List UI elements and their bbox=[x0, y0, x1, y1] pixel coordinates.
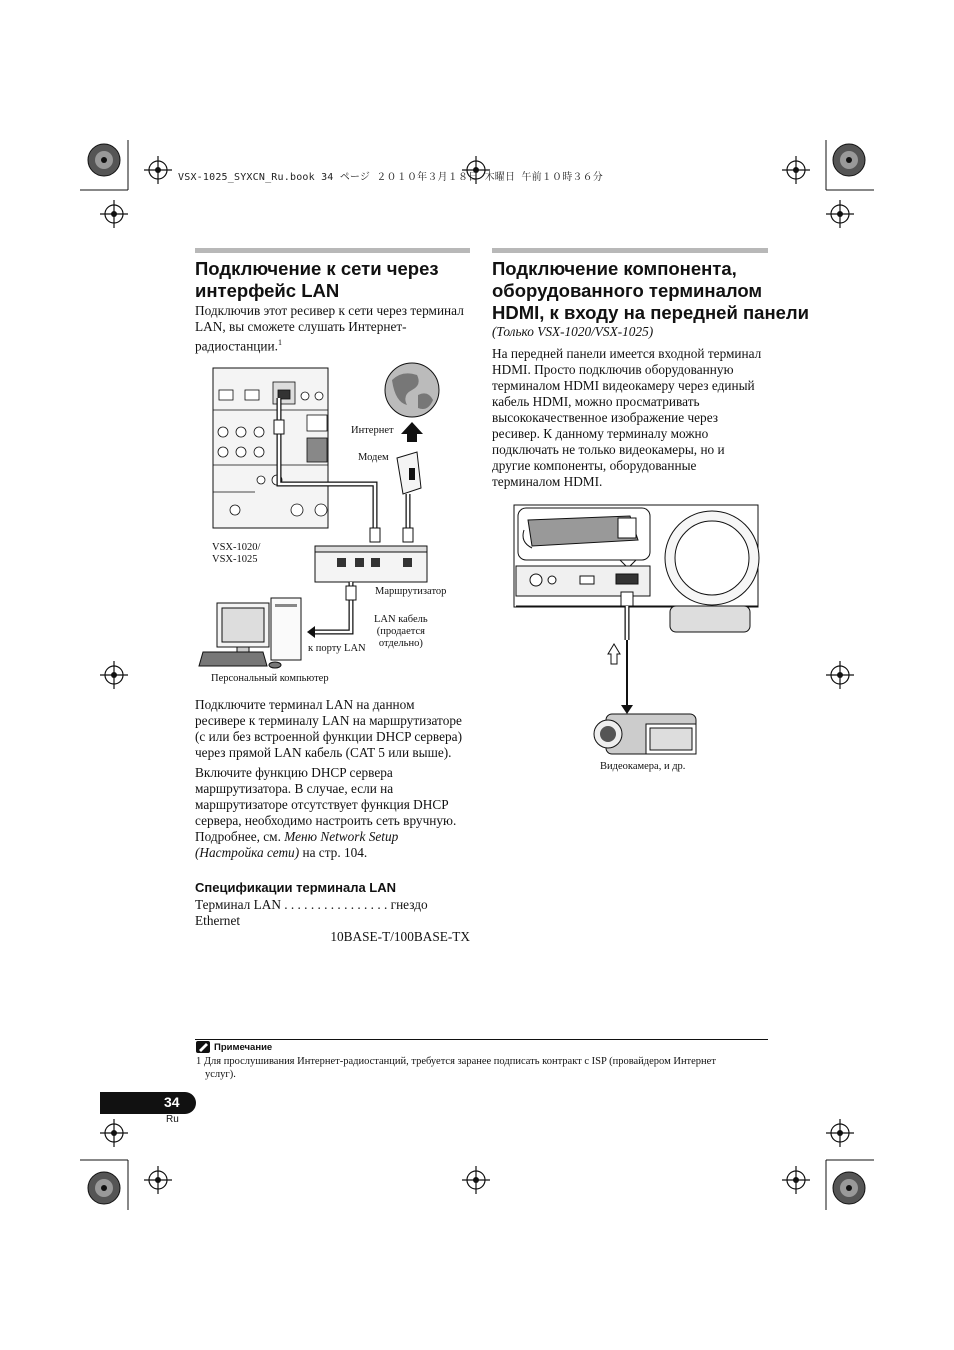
label-internet: Интернет bbox=[351, 425, 394, 436]
note-line: 1 Для прослушивания Интернет-радиостанций, требуется заранее подписать контракт с ISP (провайдером Интернет bbox=[196, 1056, 716, 1067]
text-line: ресивере к терминалу LAN на маршрутизаторе bbox=[195, 713, 462, 728]
model-line: VSX-1025 bbox=[212, 554, 258, 565]
text-line: другие компоненты, оборудованные bbox=[492, 458, 697, 473]
print-header: VSX-1025_SYXCN_Ru.book 34 ページ ２０１０年３月１８日 木曜日 午前１０時３６分 bbox=[178, 172, 603, 183]
cable-line: LAN кабель bbox=[374, 614, 428, 625]
text-line bbox=[195, 845, 480, 861]
text-line: Подключите терминал LAN на данном bbox=[195, 697, 415, 712]
text-line: На передней панели имеется входной терминал bbox=[492, 346, 762, 361]
text-line: через прямой LAN кабель (CAT 5 или выше). bbox=[195, 745, 452, 760]
section-bar bbox=[195, 248, 470, 253]
note-title: Примечание bbox=[214, 1042, 273, 1053]
text-line: подключать не только видеокамеры, но и bbox=[492, 442, 725, 457]
text-span: Подробнее, см. bbox=[195, 829, 285, 844]
section-title-lan bbox=[195, 258, 439, 302]
link-network-setup[interactable]: Меню Network Setup bbox=[284, 829, 399, 844]
spec-line: 10BASE-T/100BASE-TX bbox=[330, 929, 470, 944]
label-router: Маршрутизатор bbox=[375, 586, 447, 597]
text-line: (с или без встроенной функции DHCP сервера) bbox=[195, 729, 463, 744]
lan-connection-diagram bbox=[195, 360, 475, 690]
page-number-badge bbox=[100, 1092, 196, 1114]
label-camcorder: Видеокамера, и др. bbox=[600, 761, 686, 772]
text-line: Подключив этот ресивер к сети через терминал bbox=[195, 303, 464, 318]
subtitle-text: (Только VSX-1020/VSX-1025) bbox=[492, 324, 654, 339]
spec-title: Спецификации терминала LAN bbox=[195, 880, 397, 895]
intro-paragraph bbox=[195, 303, 475, 354]
cable-line: отдельно) bbox=[378, 638, 423, 649]
text-line: терминалом HDMI видеокамеру через единый bbox=[492, 378, 755, 393]
note-text bbox=[196, 1055, 766, 1081]
text-line bbox=[195, 829, 480, 845]
spec-line: Терминал LAN . . . . . . . . . . . . . . . . гнездо Ethernet bbox=[195, 897, 428, 928]
label-modem: Модем bbox=[358, 452, 389, 463]
label-to-lan-port: к порту LAN bbox=[308, 643, 366, 654]
spec-block bbox=[195, 897, 470, 945]
note-icon bbox=[196, 1041, 210, 1053]
section-bar bbox=[492, 248, 768, 253]
text-line: кабель HDMI, можно просматривать bbox=[492, 394, 700, 409]
title-line: Подключение к сети через bbox=[195, 258, 439, 279]
section-title-hdmi bbox=[492, 258, 809, 324]
label-pc: Персональный компьютер bbox=[211, 673, 329, 684]
model-line: VSX-1020/ bbox=[212, 542, 261, 553]
hdmi-paragraph bbox=[492, 346, 772, 490]
text-span: на стр. 104. bbox=[299, 845, 368, 860]
text-line: терминалом HDMI. bbox=[492, 474, 603, 489]
hdmi-connection-diagram bbox=[510, 500, 762, 760]
subtitle bbox=[492, 324, 653, 340]
note-divider bbox=[195, 1039, 768, 1040]
title-line: Подключение компонента, bbox=[492, 258, 737, 279]
title-line: HDMI, к входу на передней панели bbox=[492, 302, 810, 323]
text-line: маршрутизатора. В случае, если на bbox=[195, 781, 394, 796]
text-line: LAN, вы сможете слушать Интернет- bbox=[195, 319, 407, 334]
paragraph-connect bbox=[195, 697, 480, 761]
cable-line: (продается bbox=[376, 626, 425, 637]
text-line bbox=[195, 335, 475, 354]
note-line: услуг). bbox=[205, 1069, 236, 1080]
page-number: 34 bbox=[164, 1094, 180, 1110]
label-lan-cable bbox=[374, 614, 428, 650]
title-line: интерфейс LAN bbox=[195, 280, 340, 301]
text-line: сервера, необходимо настроить сеть вручную. bbox=[195, 813, 457, 828]
footnote-ref: 1 bbox=[277, 338, 282, 347]
label-model bbox=[212, 542, 260, 566]
page-language: Ru bbox=[166, 1114, 179, 1125]
title-line: оборудованного терминалом bbox=[492, 280, 763, 301]
text-span: радиостанции. bbox=[195, 338, 278, 354]
text-line: Включите функцию DHCP сервера bbox=[195, 765, 393, 780]
paragraph-dhcp bbox=[195, 765, 480, 861]
text-line: маршрутизаторе отсутствует функция DHCP bbox=[195, 797, 449, 812]
link-network-setup-ru[interactable]: (Настройка сети) bbox=[195, 845, 300, 860]
text-line: высококачественное изображение через bbox=[492, 410, 719, 425]
text-line: ресивер. К данному терминалу можно bbox=[492, 426, 709, 441]
text-line: HDMI. Просто подключив оборудованную bbox=[492, 362, 734, 377]
